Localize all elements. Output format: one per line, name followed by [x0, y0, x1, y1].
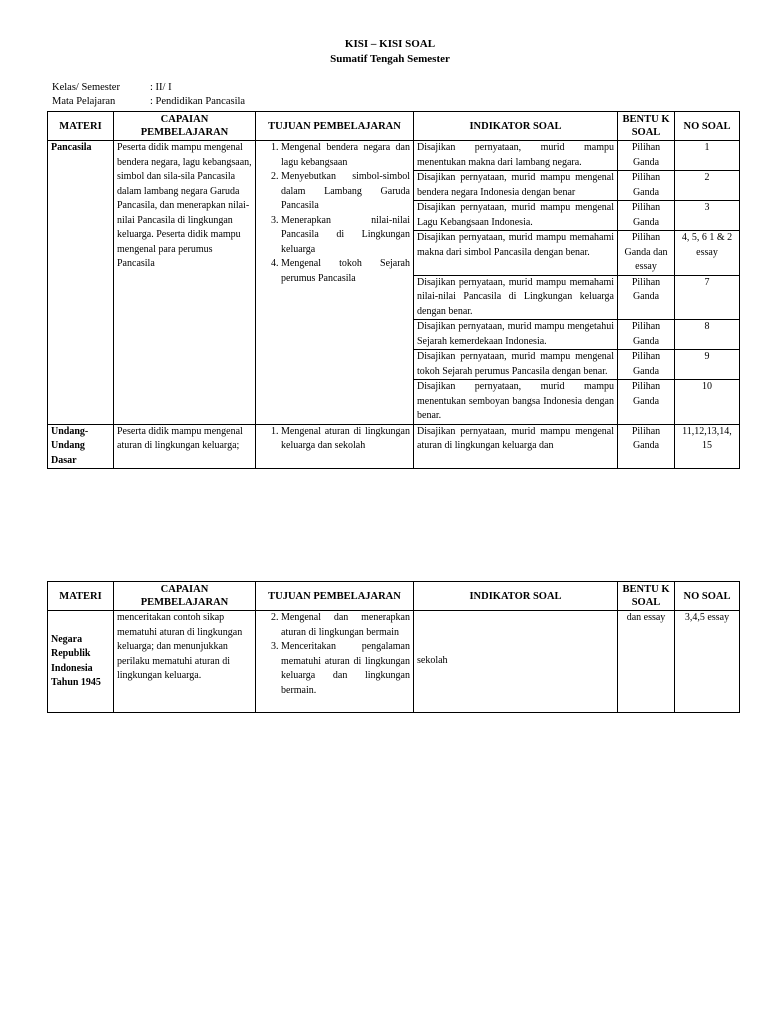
- table-row: [48, 141, 740, 171]
- header-tujuan: TUJUAN PEMBELAJARAN: [256, 582, 414, 611]
- list-item: 1. Mengenal bendera negara dan lagu kebangsaan: [281, 141, 410, 170]
- list-item: 4. Mengenal tokoh Sejarah perumus Pancasila: [281, 257, 410, 286]
- materi-cell: Negara Republik Indonesia Tahun 1945: [48, 611, 114, 713]
- indikator-cell: Disajikan pernyataan, murid mampu mengetahui Sejarah kemerdekaan Indonesia.: [414, 320, 618, 350]
- capaian-cell: menceritakan contoh sikap mematuhi aturan di lingkungan keluarga; dan menunjukkan perilaku mematuhi aturan di lingkungan keluarga.: [114, 611, 256, 713]
- header-capaian: CAPAIAN PEMBELAJARAN: [114, 582, 256, 611]
- bentuk-cell: Pilihan Ganda: [618, 141, 675, 171]
- no-soal-cell: 8: [675, 320, 740, 350]
- info-kelas-value: : II/ I: [150, 82, 172, 93]
- no-soal-cell: 9: [675, 350, 740, 380]
- indikator-cell: Disajikan pernyataan, murid mampu memahami nilai-nilai Pancasila di Lingkungan keluarga dengan benar.: [414, 275, 618, 320]
- tujuan-cell: [256, 611, 414, 713]
- list-item: 2. Mengenal dan menerapkan aturan di lingkungan bermain: [281, 611, 410, 640]
- tujuan-list: [259, 141, 410, 286]
- header-indikator: INDIKATOR SOAL: [414, 112, 618, 141]
- header-no-soal: NO SOAL: [675, 582, 740, 611]
- header-bentuk: BENTU K SOAL: [618, 112, 675, 141]
- header-materi: MATERI: [48, 112, 114, 141]
- table-row: [48, 611, 740, 713]
- header-indikator: INDIKATOR SOAL: [414, 582, 618, 611]
- header-capaian: CAPAIAN PEMBELAJARAN: [114, 112, 256, 141]
- no-soal-cell: 4, 5, 6 1 & 2 essay: [675, 231, 740, 276]
- indikator-cell: Disajikan pernyataan, murid mampu mengenal tokoh Sejarah perumus Pancasila dengan benar.: [414, 350, 618, 380]
- info-mapel-value: : Pendidikan Pancasila: [150, 96, 246, 107]
- indikator-cell: Disajikan pernyataan, murid mampu menentukan makna dari lambang negara.: [414, 141, 618, 171]
- document-title: KISI – KISI SOAL: [344, 38, 436, 50]
- no-soal-cell: 3: [675, 201, 740, 231]
- indikator-cell: Disajikan pernyataan, murid mampu mengenal aturan di lingkungan keluarga dan: [414, 424, 618, 469]
- list-item: 2. Menyebutkan simbol-simbol dalam Lambang Garuda Pancasila: [281, 170, 410, 214]
- bentuk-cell: dan essay: [618, 611, 675, 713]
- materi-cell: Pancasila: [48, 141, 114, 425]
- info-kelas: [52, 82, 172, 93]
- info-kelas-label: Kelas/ Semester: [52, 82, 120, 93]
- tujuan-list: [259, 611, 410, 698]
- kisi-table-1: [47, 111, 740, 469]
- bentuk-cell: Pilihan Ganda: [618, 320, 675, 350]
- no-soal-cell: 2: [675, 171, 740, 201]
- bentuk-cell: Pilihan Ganda: [618, 350, 675, 380]
- tujuan-list: [259, 425, 410, 454]
- no-soal-cell: 10: [675, 380, 740, 425]
- bentuk-cell: Pilihan Ganda: [618, 201, 675, 231]
- tujuan-cell: [256, 141, 414, 425]
- materi-cell: Undang-Undang Dasar: [48, 424, 114, 469]
- no-soal-cell: 3,4,5 essay: [675, 611, 740, 713]
- bentuk-cell: Pilihan Ganda: [618, 275, 675, 320]
- info-mapel-label: Mata Pelajaran: [52, 96, 116, 107]
- kisi-table-2: [47, 581, 740, 713]
- bentuk-cell: Pilihan Ganda: [618, 171, 675, 201]
- indikator-cell: Disajikan pernyataan, murid mampu menentukan semboyan bangsa Indonesia dengan benar.: [414, 380, 618, 425]
- no-soal-cell: 1: [675, 141, 740, 171]
- list-item: 3. Menceritakan pengalaman mematuhi aturan di lingkungan keluarga dan lingkungan bermain.: [281, 640, 410, 698]
- capaian-cell: Peserta didik mampu mengenal bendera negara, lagu kebangsaan, simbol dan sila-sila Pancasila dalam lambang negara Garuda Pancasila, dan menerapkan nilai-nilai Pancasila di lingkungan keluarga. Peserta didik mampu mengenal para perumus Pancasila: [114, 141, 256, 425]
- no-soal-cell: 7: [675, 275, 740, 320]
- list-item: 1. Mengenal aturan di lingkungan keluarga dan sekolah: [281, 425, 410, 454]
- list-item: 3. Menerapkan nilai-nilai Pancasila di Lingkungan keluarga: [281, 214, 410, 258]
- table-header-row: [48, 582, 740, 611]
- table-header-row: [48, 112, 740, 141]
- bentuk-cell: Pilihan Ganda dan essay: [618, 231, 675, 276]
- info-mapel: [52, 96, 245, 107]
- indikator-cell: Disajikan pernyataan, murid mampu memahami makna dari simbol Pancasila dengan benar.: [414, 231, 618, 276]
- document-subtitle: Sumatif Tengah Semester: [330, 53, 450, 65]
- header-bentuk: BENTU K SOAL: [618, 582, 675, 611]
- indikator-cell: Disajikan pernyataan, murid mampu mengenal Lagu Kebangsaan Indonesia.: [414, 201, 618, 231]
- table-row: [48, 424, 740, 469]
- header-no-soal: NO SOAL: [675, 112, 740, 141]
- bentuk-cell: Pilihan Ganda: [618, 380, 675, 425]
- capaian-cell: Peserta didik mampu mengenal aturan di lingkungan keluarga;: [114, 424, 256, 469]
- header-materi: MATERI: [48, 582, 114, 611]
- indikator-cell: sekolah: [414, 611, 618, 713]
- bentuk-cell: Pilihan Ganda: [618, 424, 675, 469]
- header-tujuan: TUJUAN PEMBELAJARAN: [256, 112, 414, 141]
- no-soal-cell: 11,12,13,14, 15: [675, 424, 740, 469]
- tujuan-cell: [256, 424, 414, 469]
- indikator-cell: Disajikan pernyataan, murid mampu mengenal bendera negara Indonesia dengan benar: [414, 171, 618, 201]
